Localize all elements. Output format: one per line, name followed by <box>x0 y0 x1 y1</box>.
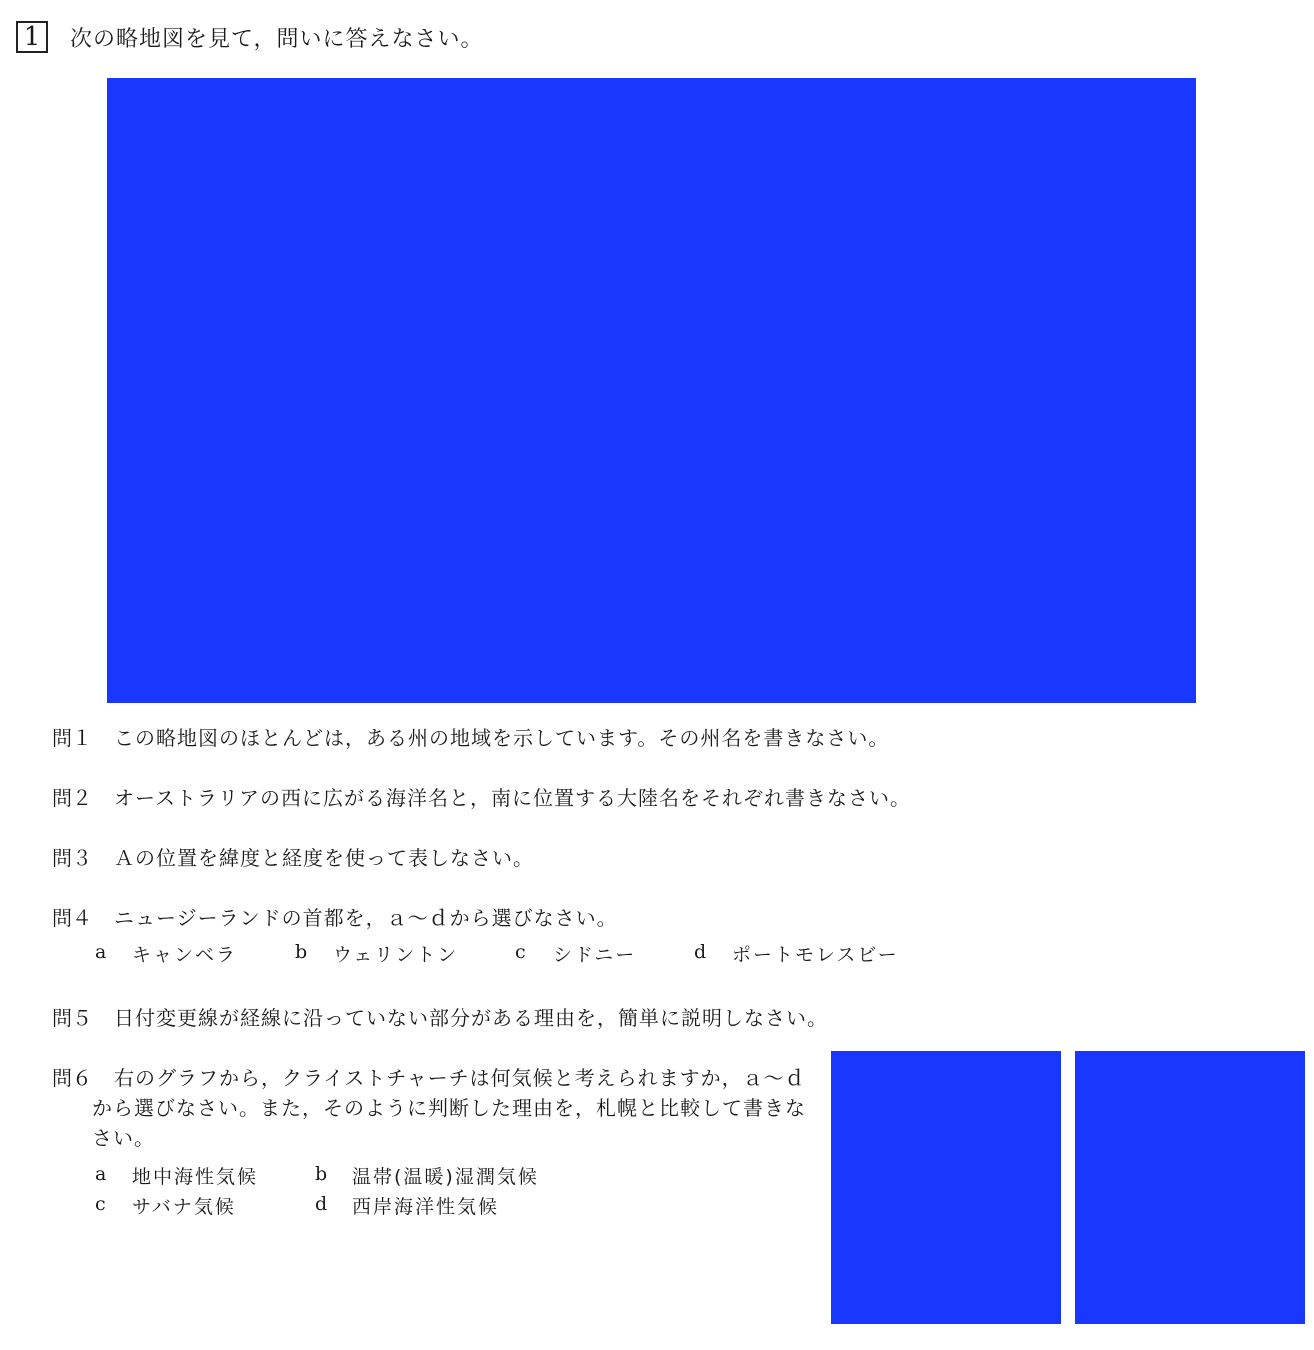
map-figure-redacted <box>107 78 1196 703</box>
q1-text: この略地図のほとんどは，ある州の地域を示しています。その州名を書きなさい。 <box>114 726 890 750</box>
q4-option-b-letter: b <box>295 941 308 963</box>
q6-option-c-text: サバナ気候 <box>132 1196 236 1218</box>
q4-option-b-text: ウェリントン <box>333 944 459 966</box>
q4-text: ニュージーランドの首都を，ａ～ｄから選びなさい。 <box>114 906 618 930</box>
q4-option-c-text: シドニー <box>553 944 637 966</box>
q5-label: 問５ <box>52 1006 92 1030</box>
climate-graph-left-redacted <box>831 1051 1061 1324</box>
q2-text: オーストラリアの西に広がる海洋名と，南に位置する大陸名をそれぞれ書きなさい。 <box>114 786 911 810</box>
q6-option-a-text: 地中海性気候 <box>132 1166 259 1188</box>
question-number-box <box>16 21 48 53</box>
q6-option-d-letter: d <box>315 1193 328 1215</box>
instruction-text: 次の略地図を見て，問いに答えなさい。 <box>70 27 484 52</box>
q6-text-line-2: から選びなさい。また，そのように判断した理由を，札幌と比較して書きな <box>92 1096 806 1120</box>
q4-option-a-text: キャンベラ <box>132 944 238 966</box>
climate-graph-right-redacted <box>1075 1051 1305 1324</box>
q6-option-b-letter: b <box>315 1163 328 1185</box>
q1-label: 問１ <box>52 726 92 750</box>
q6-option-a-letter: a <box>95 1163 107 1185</box>
q4-option-a-letter: a <box>95 941 107 963</box>
q6-text-line-3: さい。 <box>92 1126 155 1150</box>
q2-label: 問２ <box>52 786 92 810</box>
q6-option-d-text: 西岸海洋性気候 <box>352 1196 500 1218</box>
q4-option-d-text: ポートモレスビー <box>732 944 899 966</box>
q3-label: 問３ <box>52 846 92 870</box>
q4-option-c-letter: c <box>515 941 526 963</box>
q6-option-b-text: 温帯(温暖)湿潤気候 <box>352 1166 539 1188</box>
q6-text-line-1: 右のグラフから，クライストチャーチは何気候と考えられますか，ａ～ｄ <box>114 1066 806 1090</box>
q6-label: 問６ <box>52 1066 92 1090</box>
q3-text: Ａの位置を緯度と経度を使って表しなさい。 <box>114 846 534 870</box>
q6-option-c-letter: c <box>95 1193 106 1215</box>
q4-option-d-letter: d <box>694 941 707 963</box>
q5-text: 日付変更線が経線に沿っていない部分がある理由を，簡単に説明しなさい。 <box>114 1006 828 1030</box>
q4-label: 問４ <box>52 906 92 930</box>
question-number: 1 <box>23 22 41 52</box>
